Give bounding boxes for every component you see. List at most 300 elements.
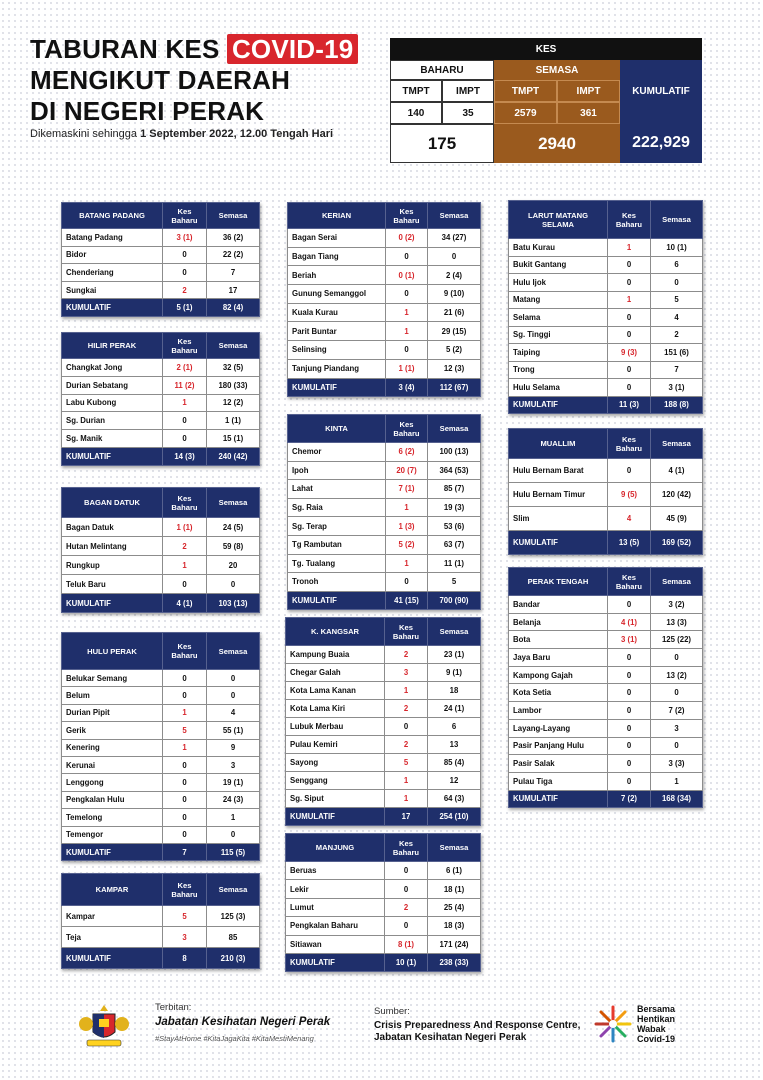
- kes-baharu-value: 0: [386, 285, 428, 304]
- kumulatif-baharu: 5 (1): [163, 299, 207, 317]
- kumulatif-label: KUMULATIF: [509, 396, 608, 414]
- table-row: [62, 927, 260, 948]
- table-row: [62, 704, 260, 721]
- table-row: [288, 229, 481, 248]
- kes-baharu-value: 2: [385, 700, 428, 718]
- table-header-row: [509, 429, 703, 459]
- update-prefix: Dikemaskini sehingga: [30, 128, 137, 140]
- place-name: Kampar: [62, 906, 163, 927]
- district-name: HULU PERAK: [62, 633, 163, 670]
- table-row: [62, 739, 260, 756]
- kumulatif-semasa: 112 (67): [428, 378, 481, 397]
- place-name: Sg. Manik: [62, 430, 163, 448]
- kes-baharu-value: 0: [385, 917, 428, 935]
- place-name: Changkat Jong: [62, 359, 163, 377]
- place-name: Bagan Datuk: [62, 518, 163, 537]
- semasa-value: 34 (27): [428, 229, 481, 248]
- district-name: KAMPAR: [62, 874, 163, 906]
- place-name: Chemor: [288, 443, 386, 462]
- table-row: [62, 518, 260, 537]
- semasa-header: Semasa: [207, 874, 260, 906]
- kes-baharu-value: 0: [608, 459, 651, 483]
- semasa-value: 0: [428, 247, 481, 266]
- semasa-header: Semasa: [428, 618, 481, 646]
- semasa-value: 32 (5): [207, 359, 260, 377]
- table-row: [509, 613, 703, 631]
- semasa-value: 18 (3): [428, 917, 481, 935]
- semasa-value: 12 (3): [428, 359, 481, 378]
- place-name: Pulau Kemiri: [286, 736, 385, 754]
- summary-semasa-impt-value: 361: [557, 102, 620, 124]
- semasa-value: 6 (1): [428, 862, 481, 880]
- kumulatif-baharu: 4 (1): [163, 594, 207, 613]
- kes-baharu-value: 0: [608, 702, 651, 720]
- semasa-value: 12 (2): [207, 394, 260, 412]
- kes-baharu-value: 2: [385, 736, 428, 754]
- place-name: Bidor: [62, 246, 163, 264]
- table-row: [286, 754, 481, 772]
- table-kerian: [287, 202, 481, 397]
- place-name: Durian Sebatang: [62, 376, 163, 394]
- place-name: Teja: [62, 927, 163, 948]
- kes-baharu-value: 5: [385, 754, 428, 772]
- kumulatif-baharu: 8: [163, 948, 207, 969]
- campaign-text-4: Covid-19: [637, 1034, 676, 1044]
- kes-baharu-value: 1: [386, 303, 428, 322]
- district-name: BATANG PADANG: [62, 203, 163, 229]
- table-header-row: [286, 618, 481, 646]
- table-row: [62, 394, 260, 412]
- kumulatif-row: [62, 447, 260, 465]
- kes-baharu-value: 1: [163, 394, 207, 412]
- table-row: [288, 461, 481, 480]
- kes-baharu-value: 0: [608, 596, 651, 614]
- semasa-value: 20: [207, 556, 260, 575]
- table-header-row: [288, 203, 481, 229]
- place-name: Lubuk Merbau: [286, 718, 385, 736]
- kes-baharu-value: 0: [385, 880, 428, 898]
- semasa-value: 0: [207, 826, 260, 843]
- table-row: [509, 256, 703, 274]
- summary-baharu-header: BAHARU: [390, 60, 494, 80]
- kumulatif-baharu: 11 (3): [608, 396, 651, 414]
- kes-baharu-value: 0: [608, 256, 651, 274]
- table-k-kangsar: [285, 617, 481, 826]
- summary-semasa-header: SEMASA: [494, 60, 620, 80]
- kes-baharu-value: 1: [163, 739, 207, 756]
- kes-baharu-value: 0 (2): [386, 229, 428, 248]
- semasa-value: 53 (6): [428, 517, 481, 536]
- table-row: [286, 664, 481, 682]
- semasa-value: 15 (1): [207, 430, 260, 448]
- place-name: Temengor: [62, 826, 163, 843]
- table-row: [286, 718, 481, 736]
- place-name: Beriah: [288, 266, 386, 285]
- footer-terbitan-label: Terbitan:: [155, 1002, 192, 1013]
- table-header-row: [62, 203, 260, 229]
- semasa-header: Semasa: [207, 333, 260, 359]
- kes-baharu-value: 0: [608, 684, 651, 702]
- table-row: [62, 906, 260, 927]
- kes-baharu-value: 2: [163, 281, 207, 299]
- kumulatif-row: [62, 299, 260, 317]
- kes-baharu-value: 0: [163, 264, 207, 282]
- kumulatif-row: [62, 843, 260, 860]
- kumulatif-baharu: 3 (4): [386, 378, 428, 397]
- table-row: [509, 459, 703, 483]
- place-name: Bagan Tiang: [288, 247, 386, 266]
- semasa-value: 55 (1): [207, 722, 260, 739]
- table-row: [288, 535, 481, 554]
- kumulatif-label: KUMULATIF: [62, 447, 163, 465]
- kumulatif-label: KUMULATIF: [288, 378, 386, 397]
- kumulatif-row: [509, 396, 703, 414]
- semasa-value: 9: [207, 739, 260, 756]
- place-name: Tronoh: [288, 573, 386, 592]
- table-row: [509, 379, 703, 397]
- summary-semasa-tmpt-value: 2579: [494, 102, 557, 124]
- table-kinta: [287, 414, 481, 610]
- place-name: Bota: [509, 631, 608, 649]
- table-row: [509, 666, 703, 684]
- table-row: [62, 556, 260, 575]
- summary-semasa-total: 2940: [494, 124, 620, 163]
- kes-baharu-value: 0: [608, 309, 651, 327]
- kes-baharu-value: 0: [163, 246, 207, 264]
- table-row: [62, 412, 260, 430]
- place-name: Sg. Siput: [286, 790, 385, 808]
- table-row: [509, 326, 703, 344]
- kes-baharu-value: 1: [386, 498, 428, 517]
- table-header-row: [509, 568, 703, 596]
- semasa-value: 125 (22): [651, 631, 703, 649]
- kes-baharu-value: 1: [385, 790, 428, 808]
- kes-baharu-value: 2 (1): [163, 359, 207, 377]
- table-row: [288, 303, 481, 322]
- table-row: [286, 772, 481, 790]
- kes-baharu-value: 1 (1): [386, 359, 428, 378]
- table-row: [62, 281, 260, 299]
- kes-baharu-value: 3 (1): [163, 229, 207, 247]
- place-name: Jaya Baru: [509, 649, 608, 667]
- kes-baharu-value: 1: [163, 704, 207, 721]
- place-name: Parit Buntar: [288, 322, 386, 341]
- semasa-header: Semasa: [651, 568, 703, 596]
- semasa-value: 13 (2): [651, 666, 703, 684]
- kes-baharu-value: 0: [608, 772, 651, 790]
- semasa-value: 13 (3): [651, 613, 703, 631]
- kes-baharu-value: 0: [386, 247, 428, 266]
- title-line-3: DI NEGERI PERAK: [30, 96, 265, 126]
- place-name: Lahat: [288, 480, 386, 499]
- place-name: Pasir Panjang Hulu: [509, 737, 608, 755]
- table-row: [62, 575, 260, 594]
- footer-source-line-1: Crisis Preparedness And Response Centre,: [374, 1020, 581, 1031]
- kes-baharu-value: 5 (2): [386, 535, 428, 554]
- footer-source-line-2: Jabatan Kesihatan Negeri Perak: [374, 1032, 527, 1043]
- place-name: Tg. Tualang: [288, 554, 386, 573]
- kes-baharu-value: 1: [385, 772, 428, 790]
- kumulatif-semasa: 700 (90): [428, 591, 481, 610]
- table-hilir-perak: [61, 332, 260, 466]
- place-name: Bagan Serai: [288, 229, 386, 248]
- table-row: [288, 498, 481, 517]
- table-header-row: [62, 633, 260, 670]
- semasa-header: Semasa: [428, 203, 481, 229]
- kes-baharu-value: 4: [608, 507, 651, 531]
- kes-baharu-value: 0: [163, 826, 207, 843]
- kumulatif-label: KUMULATIF: [509, 790, 608, 808]
- place-name: Ipoh: [288, 461, 386, 480]
- place-name: Kota Setia: [509, 684, 608, 702]
- kes-baharu-header: Kes Baharu: [608, 568, 651, 596]
- semasa-value: 5 (2): [428, 341, 481, 360]
- district-name: BAGAN DATUK: [62, 488, 163, 518]
- semasa-value: 85 (4): [428, 754, 481, 772]
- semasa-value: 4: [207, 704, 260, 721]
- place-name: Pasir Salak: [509, 755, 608, 773]
- table-row: [509, 239, 703, 257]
- semasa-value: 9 (1): [428, 664, 481, 682]
- place-name: Hulu Bernam Barat: [509, 459, 608, 483]
- table-row: [509, 772, 703, 790]
- footer-publisher-name: Jabatan Kesihatan Negeri Perak: [155, 1016, 331, 1028]
- place-name: Hulu Selama: [509, 379, 608, 397]
- semasa-value: 0: [207, 687, 260, 704]
- place-name: Lenggong: [62, 774, 163, 791]
- kumulatif-semasa: 240 (42): [207, 447, 260, 465]
- semasa-value: 85 (7): [428, 480, 481, 499]
- semasa-value: 125 (3): [207, 906, 260, 927]
- place-name: Chenderiang: [62, 264, 163, 282]
- semasa-value: 5: [651, 291, 703, 309]
- place-name: Batang Padang: [62, 229, 163, 247]
- table-row: [62, 246, 260, 264]
- footer-sumber-label: Sumber:: [374, 1006, 410, 1017]
- semasa-value: 2: [651, 326, 703, 344]
- district-name: MUALLIM: [509, 429, 608, 459]
- kes-baharu-value: 1: [608, 291, 651, 309]
- table-row: [288, 480, 481, 499]
- kes-baharu-value: 1 (1): [163, 518, 207, 537]
- kes-baharu-value: 0: [163, 791, 207, 808]
- table-row: [286, 646, 481, 664]
- kes-baharu-value: 8 (1): [385, 935, 428, 953]
- kes-baharu-header: Kes Baharu: [163, 333, 207, 359]
- kumulatif-baharu: 14 (3): [163, 447, 207, 465]
- kes-baharu-value: 0: [385, 862, 428, 880]
- semasa-value: 29 (15): [428, 322, 481, 341]
- semasa-value: 18 (1): [428, 880, 481, 898]
- semasa-value: 12: [428, 772, 481, 790]
- summary-kumulatif-header: KUMULATIF: [620, 60, 702, 122]
- page-title: [30, 34, 390, 127]
- table-bagan-datuk: [61, 487, 260, 613]
- place-name: Batu Kurau: [509, 239, 608, 257]
- summary-baharu-total: 175: [390, 124, 494, 163]
- table-row: [288, 573, 481, 592]
- place-name: Bandar: [509, 596, 608, 614]
- summary-kumulatif-total: 222,929: [620, 122, 702, 163]
- table-row: [509, 702, 703, 720]
- kumulatif-baharu: 7 (2): [608, 790, 651, 808]
- kumulatif-row: [286, 808, 481, 826]
- semasa-value: 4 (1): [651, 459, 703, 483]
- table-row: [62, 756, 260, 773]
- place-name: Matang: [509, 291, 608, 309]
- kes-baharu-header: Kes Baharu: [163, 488, 207, 518]
- table-row: [288, 341, 481, 360]
- table-perak-tengah: [508, 567, 703, 808]
- table-row: [62, 537, 260, 556]
- table-row: [62, 670, 260, 687]
- table-row: [62, 264, 260, 282]
- table-row: [288, 359, 481, 378]
- kes-baharu-value: 0: [163, 756, 207, 773]
- kes-baharu-header: Kes Baharu: [386, 415, 428, 443]
- table-header-row: [509, 201, 703, 239]
- semasa-value: 85: [207, 927, 260, 948]
- kumulatif-label: KUMULATIF: [62, 594, 163, 613]
- district-name: KERIAN: [288, 203, 386, 229]
- kes-baharu-value: 0: [163, 687, 207, 704]
- table-row: [509, 483, 703, 507]
- semasa-value: 59 (8): [207, 537, 260, 556]
- semasa-value: 45 (9): [651, 507, 703, 531]
- semasa-value: 9 (10): [428, 285, 481, 304]
- semasa-value: 23 (1): [428, 646, 481, 664]
- semasa-value: 3 (3): [651, 755, 703, 773]
- semasa-header: Semasa: [428, 834, 481, 862]
- table-header-row: [62, 333, 260, 359]
- semasa-value: 6: [428, 718, 481, 736]
- kes-baharu-value: 3: [163, 927, 207, 948]
- kes-baharu-value: 5: [163, 906, 207, 927]
- kumulatif-label: KUMULATIF: [62, 948, 163, 969]
- table-header-row: [286, 834, 481, 862]
- kumulatif-semasa: 210 (3): [207, 948, 260, 969]
- kumulatif-row: [509, 790, 703, 808]
- summary-semasa-tmpt-label: TMPT: [494, 80, 557, 102]
- place-name: Tg Rambutan: [288, 535, 386, 554]
- kumulatif-row: [288, 378, 481, 397]
- campaign-text-1: Bersama: [637, 1004, 676, 1014]
- summary-baharu-impt-label: IMPT: [442, 80, 494, 102]
- semasa-value: 19 (3): [428, 498, 481, 517]
- semasa-value: 0: [651, 274, 703, 292]
- semasa-value: 0: [651, 737, 703, 755]
- kes-baharu-value: 7 (1): [386, 480, 428, 499]
- place-name: Sg. Tinggi: [509, 326, 608, 344]
- semasa-value: 7 (2): [651, 702, 703, 720]
- table-row: [62, 376, 260, 394]
- place-name: Hulu Ijok: [509, 274, 608, 292]
- summary-panel: [390, 38, 702, 163]
- place-name: Kampong Gajah: [509, 666, 608, 684]
- kes-baharu-value: 0 (1): [386, 266, 428, 285]
- campaign-burst-icon: [593, 1004, 633, 1044]
- table-hulu-perak: [61, 632, 260, 861]
- place-name: Bukit Gantang: [509, 256, 608, 274]
- table-row: [62, 430, 260, 448]
- semasa-value: 22 (2): [207, 246, 260, 264]
- summary-semasa-impt-label: IMPT: [557, 80, 620, 102]
- kes-baharu-value: 0: [608, 361, 651, 379]
- semasa-value: 1: [651, 772, 703, 790]
- table-row: [288, 517, 481, 536]
- place-name: Lekir: [286, 880, 385, 898]
- place-name: Belum: [62, 687, 163, 704]
- district-name: K. KANGSAR: [286, 618, 385, 646]
- place-name: Layang-Layang: [509, 719, 608, 737]
- campaign-logo: [593, 1000, 713, 1046]
- semasa-value: 3 (2): [651, 596, 703, 614]
- table-row: [509, 649, 703, 667]
- table-row: [62, 809, 260, 826]
- table-row: [509, 309, 703, 327]
- kes-baharu-value: 0: [608, 649, 651, 667]
- kumulatif-semasa: 188 (8): [651, 396, 703, 414]
- semasa-value: 3 (1): [651, 379, 703, 397]
- table-row: [62, 791, 260, 808]
- semasa-value: 171 (24): [428, 935, 481, 953]
- kes-baharu-header: Kes Baharu: [163, 633, 207, 670]
- kumulatif-semasa: 168 (34): [651, 790, 703, 808]
- table-row: [62, 722, 260, 739]
- summary-baharu-tmpt-value: 140: [390, 102, 442, 124]
- table-row: [288, 554, 481, 573]
- semasa-header: Semasa: [207, 488, 260, 518]
- table-row: [509, 755, 703, 773]
- kumulatif-row: [62, 594, 260, 613]
- place-name: Belukar Semang: [62, 670, 163, 687]
- kes-baharu-header: Kes Baharu: [386, 203, 428, 229]
- kes-baharu-value: 3: [385, 664, 428, 682]
- semasa-header: Semasa: [207, 633, 260, 670]
- table-row: [286, 682, 481, 700]
- summary-kes-header: KES: [390, 38, 702, 60]
- table-manjung: [285, 833, 481, 972]
- kes-baharu-header: Kes Baharu: [608, 201, 651, 239]
- place-name: Kenering: [62, 739, 163, 756]
- table-row: [288, 443, 481, 462]
- kes-baharu-value: 9 (3): [608, 344, 651, 362]
- semasa-value: 24 (1): [428, 700, 481, 718]
- kumulatif-semasa: 169 (52): [651, 531, 703, 555]
- semasa-value: 180 (33): [207, 376, 260, 394]
- kes-baharu-value: 0: [163, 809, 207, 826]
- kes-baharu-header: Kes Baharu: [163, 874, 207, 906]
- kumulatif-label: KUMULATIF: [62, 843, 163, 860]
- semasa-value: 7: [207, 264, 260, 282]
- place-name: Sungkai: [62, 281, 163, 299]
- kes-baharu-value: 5: [163, 722, 207, 739]
- kes-baharu-value: 0: [608, 755, 651, 773]
- kes-baharu-value: 0: [385, 718, 428, 736]
- place-name: Kota Lama Kanan: [286, 682, 385, 700]
- place-name: Sg. Terap: [288, 517, 386, 536]
- table-row: [286, 898, 481, 916]
- kumulatif-row: [509, 531, 703, 555]
- place-name: Hulu Bernam Timur: [509, 483, 608, 507]
- kes-baharu-value: 0: [163, 430, 207, 448]
- place-name: Taiping: [509, 344, 608, 362]
- place-name: Gerik: [62, 722, 163, 739]
- campaign-text-3: Wabak: [637, 1024, 666, 1034]
- semasa-value: 1: [207, 809, 260, 826]
- kumulatif-baharu: 17: [385, 808, 428, 826]
- table-row: [286, 862, 481, 880]
